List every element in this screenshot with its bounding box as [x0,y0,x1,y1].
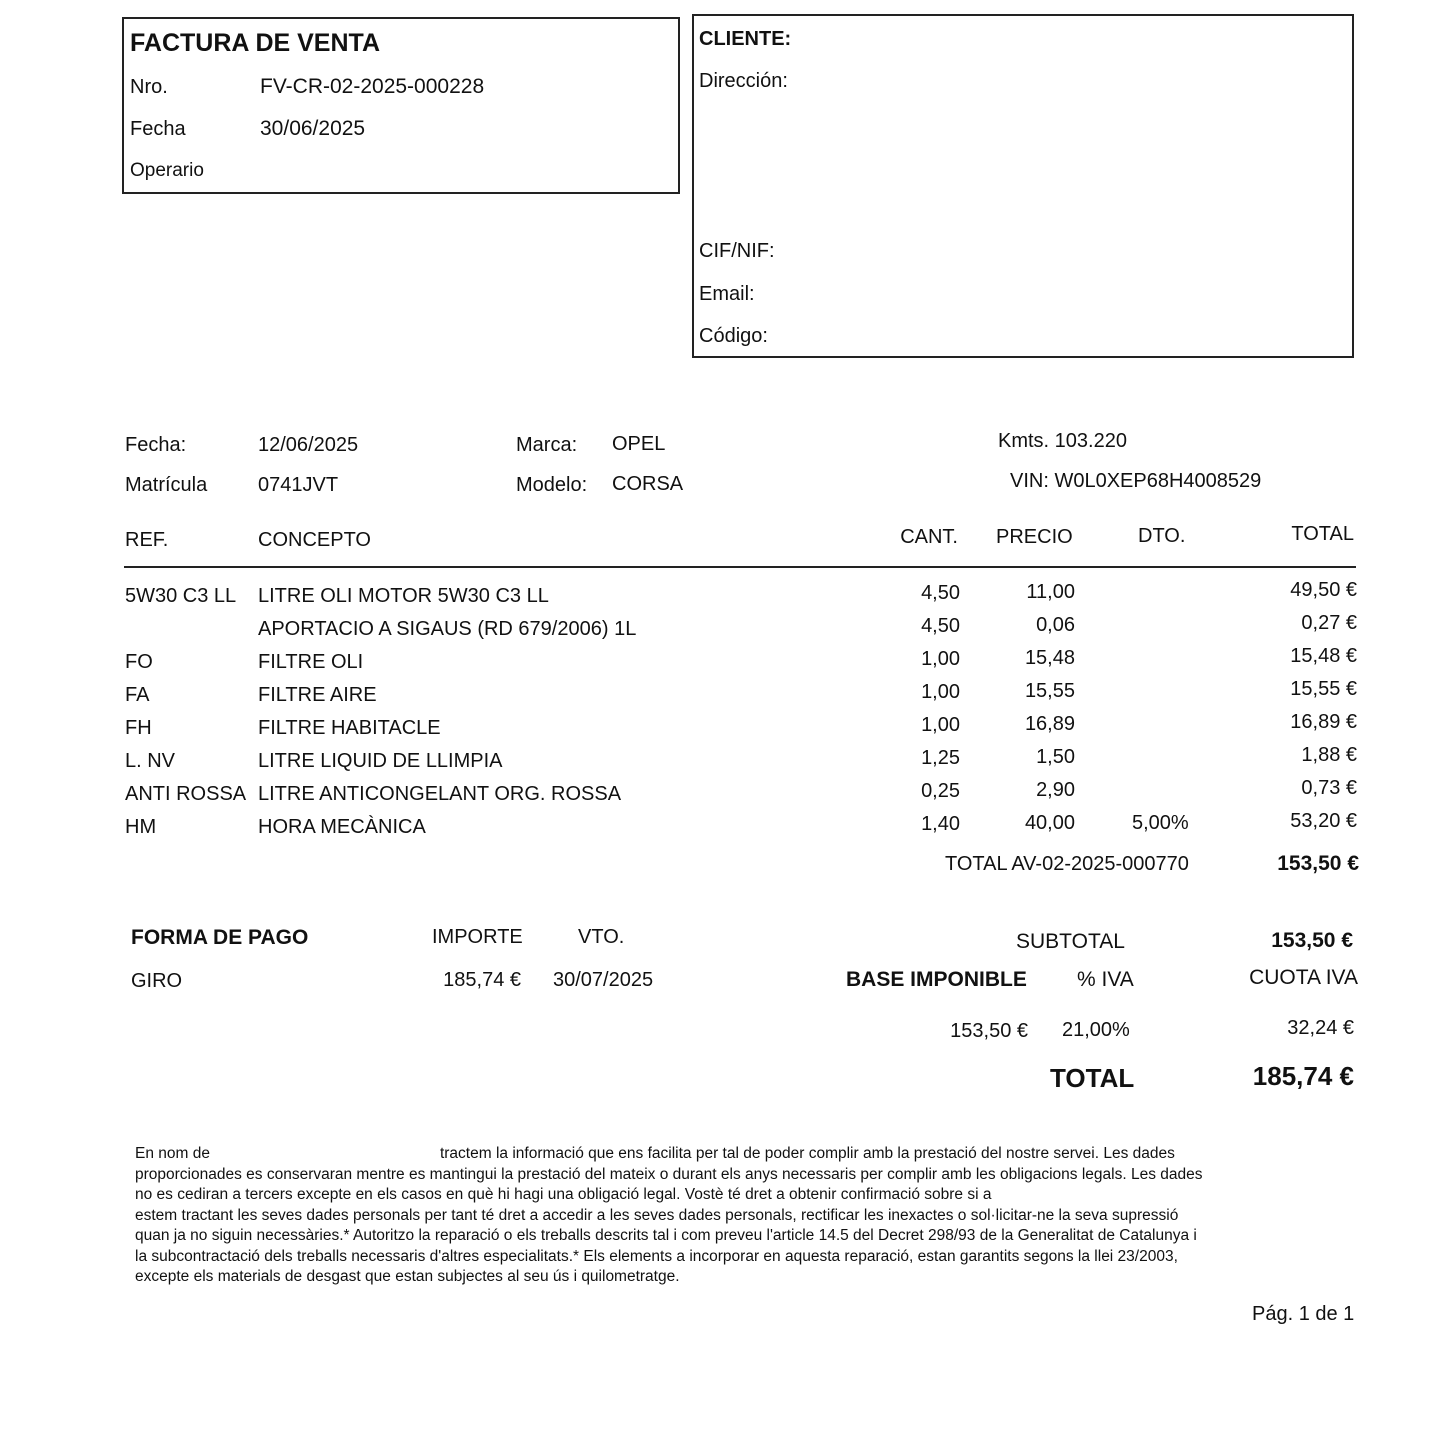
tax-base-label: BASE IMPONIBLE [846,968,1027,991]
plate-value: 0741JVT [258,474,339,496]
model-value: CORSA [612,473,684,495]
col-header-discount: DTO. [1138,525,1186,547]
legal-line: excepte els materials de desgast que estan subjectes al seu ús i quilometratge. [135,1268,680,1285]
vat-amount-label: CUOTA IVA [1249,966,1358,989]
legal-line: no es cediran a tercers excepte en els casos en què hi hagi una obligació legal. Vostè té dret a obtenir confirmació sobre si a [135,1186,992,1203]
payment-amount: 185,74 € [443,969,521,991]
subtotal-label: SUBTOTAL [1016,930,1125,953]
row-price: 2,90 [1036,779,1075,801]
col-header-qty: CANT. [900,526,958,548]
grand-total-label: TOTAL [1050,1063,1135,1093]
row-total: 15,48 € [1290,645,1357,667]
row-qty: 1,40 [921,813,960,835]
row-price: 15,48 [1024,647,1075,669]
legal-line: estem tractant les seves dades personals per tant té dret a accedir a les seves dades personals, rectificar les inexactes o sol·licitar-ne la seva supressió [135,1206,1179,1224]
payment-due-label: VTO. [578,926,625,948]
row-ref: L. NV [125,750,176,772]
row-concept: HORA MECÀNICA [258,816,426,838]
invoice-date-label: Fecha [130,118,186,140]
plate-label: Matrícula [125,474,208,496]
address-label: Dirección: [699,70,788,92]
delivery-note-total: 153,50 € [1277,852,1359,875]
col-header-price: PRECIO [996,526,1073,548]
payment-due-date: 30/07/2025 [553,969,654,991]
row-concept: APORTACIO A SIGAUS (RD 679/2006) 1L [258,618,637,640]
row-price: 0,06 [1036,614,1075,636]
delivery-note-total-label: TOTAL AV-02-2025-000770 [945,853,1189,875]
row-concept: LITRE LIQUID DE LLIMPIA [258,750,503,772]
legal-line [135,1144,1355,1165]
row-concept: FILTRE OLI [258,651,364,673]
row-ref: FO [125,651,153,673]
client-label: CLIENTE: [699,28,792,50]
client-box [692,14,1354,358]
row-ref: ANTI ROSSA [125,783,247,805]
row-concept: FILTRE AIRE [258,684,377,706]
brand-value: OPEL [612,433,666,455]
legal-notice [135,1144,1355,1288]
row-total: 53,20 € [1290,810,1357,832]
vehicle-date: 12/06/2025 [258,434,359,456]
legal-line: proporcionades es conservaran mentre es mantingui la prestació del mateix o durant els anys necessaris per complir amb les obligacions legals. Les dades [135,1165,1203,1183]
vat-rate-label: % IVA [1077,968,1134,991]
row-total: 49,50 € [1290,579,1357,601]
vat-amount-value: 32,24 € [1287,1017,1354,1039]
row-price: 1,50 [1036,746,1075,768]
payment-amount-label: IMPORTE [432,926,523,948]
email-label: Email: [699,283,755,305]
row-discount: 5,00% [1132,812,1189,834]
payment-method-label: FORMA DE PAGO [131,926,309,949]
row-total: 0,73 € [1301,777,1357,799]
brand-label: Marca: [516,434,578,456]
row-qty: 1,00 [921,648,960,670]
col-header-concept: CONCEPTO [258,529,371,551]
row-total: 0,27 € [1301,612,1357,634]
page-number: Pág. 1 de 1 [1252,1303,1355,1325]
cif-label: CIF/NIF: [699,240,775,262]
legal-line-prefix: En nom de [135,1145,210,1162]
kilometers: Kmts. 103.220 [998,430,1127,452]
row-ref: HM [125,816,157,838]
row-ref: FA [125,684,150,706]
vehicle-date-label: Fecha: [125,434,187,456]
invoice-date: 30/06/2025 [260,117,366,140]
row-qty: 4,50 [921,582,960,604]
row-price: 11,00 [1026,581,1075,603]
operator-label: Operario [130,160,204,181]
row-qty: 4,50 [921,615,960,637]
row-qty: 1,25 [921,747,960,769]
row-ref: 5W30 C3 LL [125,585,237,607]
row-price: 15,55 [1024,680,1075,702]
invoice-title: FACTURA DE VENTA [130,29,380,57]
row-price: 16,89 [1024,713,1075,735]
legal-line: la subcontractació dels treballs necessaris d'altres especialitats.* Els elements a incorporar en aquesta reparació, estan garantits segons la llei 23/2003, [135,1247,1178,1265]
legal-line-suffix: tractem la informació que ens facilita per tal de poder complir amb la prestació del nostre servei. Les dades [439,1145,1175,1162]
col-header-ref: REF. [125,529,169,551]
row-qty: 1,00 [921,681,960,703]
invoice-number-label: Nro. [130,76,168,98]
grand-total-value: 185,74 € [1252,1061,1354,1091]
model-label: Modelo: [516,474,588,496]
row-total: 1,88 € [1301,744,1357,766]
row-qty: 1,00 [921,714,960,736]
row-concept: LITRE OLI MOTOR 5W30 C3 LL [258,585,549,607]
code-label: Código: [699,325,768,347]
row-total: 15,55 € [1290,678,1357,700]
payment-method: GIRO [131,970,183,992]
vin: VIN: W0L0XEP68H4008529 [1010,470,1262,492]
header-divider [124,566,1356,568]
tax-base-value: 153,50 € [950,1020,1028,1042]
row-concept: FILTRE HABITACLE [258,717,441,739]
row-price: 40,00 [1024,812,1075,834]
row-ref: FH [125,717,152,739]
legal-line: quan ja no siguin necessàries.* Autoritzo la reparació o els treballs descrits tal i com preveu l'article 14.5 del Decret 298/93 de la Generalitat de Catalunya i [135,1227,1197,1244]
row-concept: LITRE ANTICONGELANT ORG. ROSSA [258,783,622,805]
subtotal-value: 153,50 € [1271,929,1353,952]
row-qty: 0,25 [921,780,960,802]
vat-rate-value: 21,00% [1062,1019,1130,1041]
invoice-number: FV-CR-02-2025-000228 [260,75,485,98]
row-total: 16,89 € [1290,711,1357,733]
col-header-total: TOTAL [1291,523,1354,545]
